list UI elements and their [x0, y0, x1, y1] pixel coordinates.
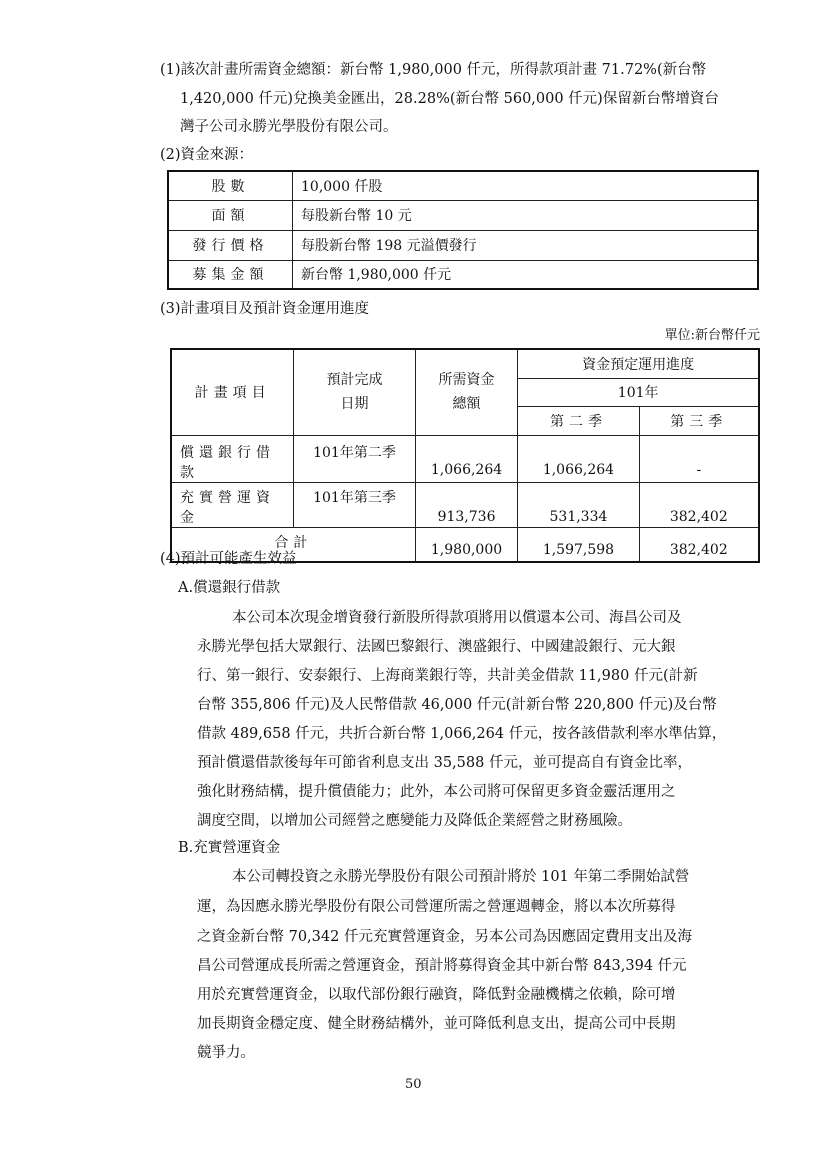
benefit-a-line: 調度空間，以增加公司經營之應變能力及降低企業經營之財務風險。 — [197, 813, 632, 829]
benefit-a-line: 永勝光學包括大眾銀行、法國巴黎銀行、澳盛銀行、中國建設銀行、元大銀 — [197, 639, 676, 655]
sum-label: 合計 — [171, 527, 415, 562]
plan-heading: (3)計畫項目及預計資金運用進度 — [160, 301, 370, 317]
benefit-b-line: 本公司轉投資之永勝光學股份有限公司預計將於 101 年第二季開始試營 — [232, 869, 690, 885]
funding-row — [168, 200, 758, 230]
header-total-line2: 總額 — [452, 396, 481, 413]
table-row — [171, 435, 759, 482]
funding-value: 10,000 仟股 — [293, 171, 759, 200]
benefit-b-line: 競爭力。 — [197, 1045, 255, 1061]
sum-q2: 1,597,598 — [518, 527, 639, 562]
benefit-b-line: 用於充實營運資金，以取代部份銀行融資，降低對金融機構之依賴，除可增 — [197, 987, 676, 1003]
funding-value: 每股新台幣 198 元溢價發行 — [293, 230, 759, 260]
row-date: 101年第三季 — [294, 482, 416, 527]
header-total-line1: 所需資金 — [438, 372, 495, 389]
benefit-b-title: B.充實營運資金 — [178, 840, 281, 856]
header-date-line2: 日期 — [340, 396, 369, 413]
benefit-a-line: 預計償還借款後每年可節省利息支出 35,588 仟元，並可提高自有資金比率， — [197, 755, 692, 771]
table-row — [171, 482, 759, 527]
benefit-a-line: 強化財務結構，提升償債能力；此外，本公司將可保留更多資金靈活運用之 — [197, 784, 676, 800]
row-q3: 382,402 — [639, 482, 759, 527]
header-total — [415, 349, 518, 435]
benefit-a-line: 借款 489,658 仟元，共折合新台幣 1,066,264 仟元，按各該借款利率水準估算， — [197, 726, 727, 742]
funding-value: 新台幣 1,980,000 仟元 — [293, 260, 759, 289]
benefit-b-line: 昌公司營運成長所需之營運資金，預計將募得資金其中新台幣 843,394 仟元 — [197, 958, 687, 974]
funding-label: 募集金額 — [168, 260, 293, 289]
benefit-a-line: 台幣 355,806 仟元)及人民幣借款 46,000 仟元(計新台幣 220,800 仟元)及台幣 — [197, 697, 717, 713]
row-total: 913,736 — [415, 482, 518, 527]
benefit-b-line: 加長期資金穩定度、健全財務結構外，並可降低利息支出，提高公司中長期 — [197, 1016, 676, 1032]
header-progress: 資金預定運用進度 — [518, 349, 759, 378]
row-date: 101年第二季 — [294, 435, 416, 482]
benefits-heading: (4)預計可能產生效益 — [160, 551, 297, 567]
funding-row — [168, 171, 758, 200]
row-total: 1,066,264 — [415, 435, 518, 482]
plan-table — [170, 348, 760, 563]
funding-value: 每股新台幣 10 元 — [293, 200, 759, 230]
funding-row — [168, 260, 758, 289]
row-item: 償還銀行借款 — [171, 435, 294, 482]
sum-q3: 382,402 — [639, 527, 759, 562]
benefit-b-line: 之資金新台幣 70,342 仟元充實營運資金，另本公司為因應固定費用支出及海 — [197, 929, 692, 945]
header-q3: 第三季 — [639, 406, 759, 435]
page-number: 50 — [405, 1077, 422, 1092]
row-item: 充實營運資金 — [171, 482, 294, 527]
funding-row — [168, 230, 758, 260]
intro-line-2: 1,420,000 仟元)兌換美金匯出，28.28%(新台幣 560,000 仟元)保留新台幣增資台 — [180, 91, 719, 107]
benefit-a-line: 本公司本次現金增資發行新股所得款項將用以償還本公司、海昌公司及 — [232, 610, 682, 626]
funding-label: 面額 — [168, 200, 293, 230]
row-q2: 1,066,264 — [518, 435, 639, 482]
intro-line-1: (1)該次計畫所需資金總額：新台幣 1,980,000 仟元，所得款項計畫 71.72%(新台幣 — [160, 62, 707, 78]
benefit-a-line: 行、第一銀行、安泰銀行、上海商業銀行等，共計美金借款 11,980 仟元(計新 — [197, 668, 698, 684]
funding-label: 發行價格 — [168, 230, 293, 260]
header-date — [294, 349, 416, 435]
header-item: 計畫項目 — [171, 349, 294, 435]
row-q2: 531,334 — [518, 482, 639, 527]
header-q2: 第二季 — [518, 406, 639, 435]
header-year: 101年 — [518, 378, 759, 406]
funding-label: 股數 — [168, 171, 293, 200]
funding-heading: (2)資金來源： — [160, 147, 254, 163]
header-date-line1: 預計完成 — [326, 372, 383, 389]
intro-line-3: 灣子公司永勝光學股份有限公司。 — [180, 119, 398, 135]
sum-total: 1,980,000 — [415, 527, 518, 562]
row-q3: - — [639, 435, 759, 482]
benefit-b-line: 運，為因應永勝光學股份有限公司營運所需之營運週轉金，將以本次所募得 — [197, 899, 676, 915]
funding-table — [167, 170, 759, 290]
benefit-a-title: A.償還銀行借款 — [178, 580, 281, 596]
unit-label: 單位:新台幣仟元 — [664, 328, 760, 343]
